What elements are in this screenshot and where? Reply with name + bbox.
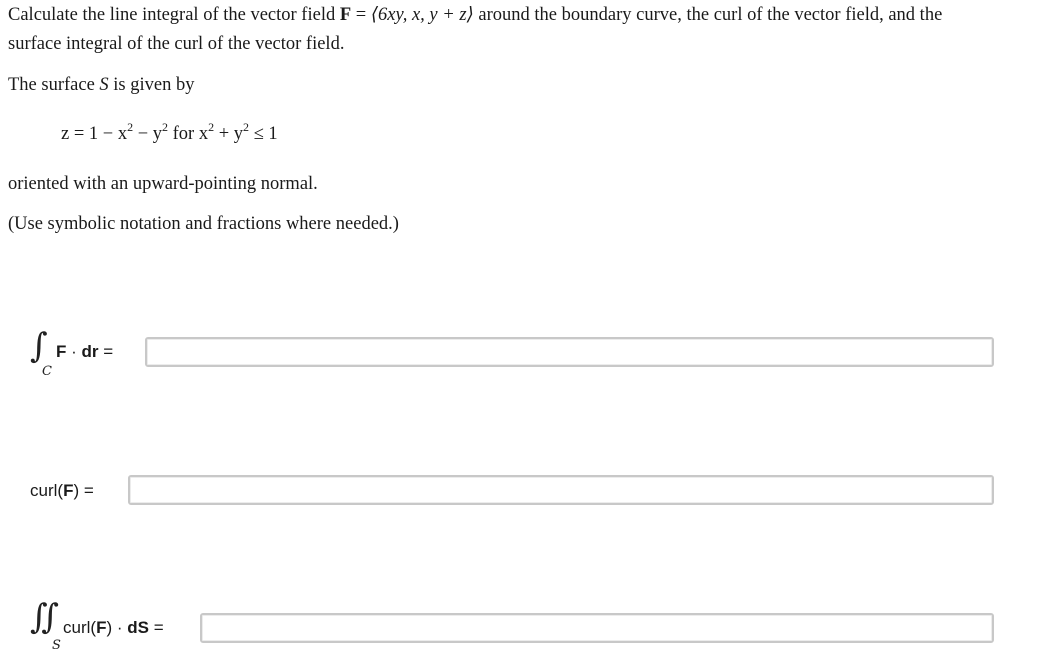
field-eq: = (355, 5, 367, 25)
line-integral-label: F · dr = (56, 342, 114, 361)
line-integral-input[interactable] (145, 337, 994, 367)
intro-prefix: Calculate the line integral of the vector field (8, 5, 336, 25)
surface-integral-input[interactable] (200, 613, 994, 643)
curl-label: curl(F) = (30, 481, 94, 500)
curl-input[interactable] (128, 475, 994, 505)
field-value: ⟨6xy, x, y + z⟩ (370, 5, 474, 25)
instruction-text: (Use symbolic notation and fractions where needed.) (8, 214, 399, 234)
integral-subscript-s: S (52, 638, 61, 653)
surface-suffix: is given by (113, 75, 195, 95)
surface-symbol: S (99, 75, 109, 95)
surface-equation: $z = 1 - x^2 - y^2$ for $x^2 + y^2 \le 1$ (61, 120, 278, 144)
double-integral-sign: ∬ (30, 597, 59, 637)
integral-sign: ∫ (30, 326, 48, 366)
field-name: F (339, 5, 352, 25)
orientation-text: oriented with an upward-pointing normal. (8, 174, 318, 194)
surface-description (8, 75, 195, 96)
surface-integral-label: curl(F) · dS = (63, 618, 164, 637)
intro-suffix: around the boundary curve, the curl of the vector field, and the (478, 5, 943, 25)
integral-subscript-c: C (42, 364, 52, 379)
problem-statement-line1 (8, 4, 942, 26)
problem-statement-line2: surface integral of the curl of the vector field. (8, 34, 345, 54)
surface-prefix: The surface (8, 75, 95, 95)
